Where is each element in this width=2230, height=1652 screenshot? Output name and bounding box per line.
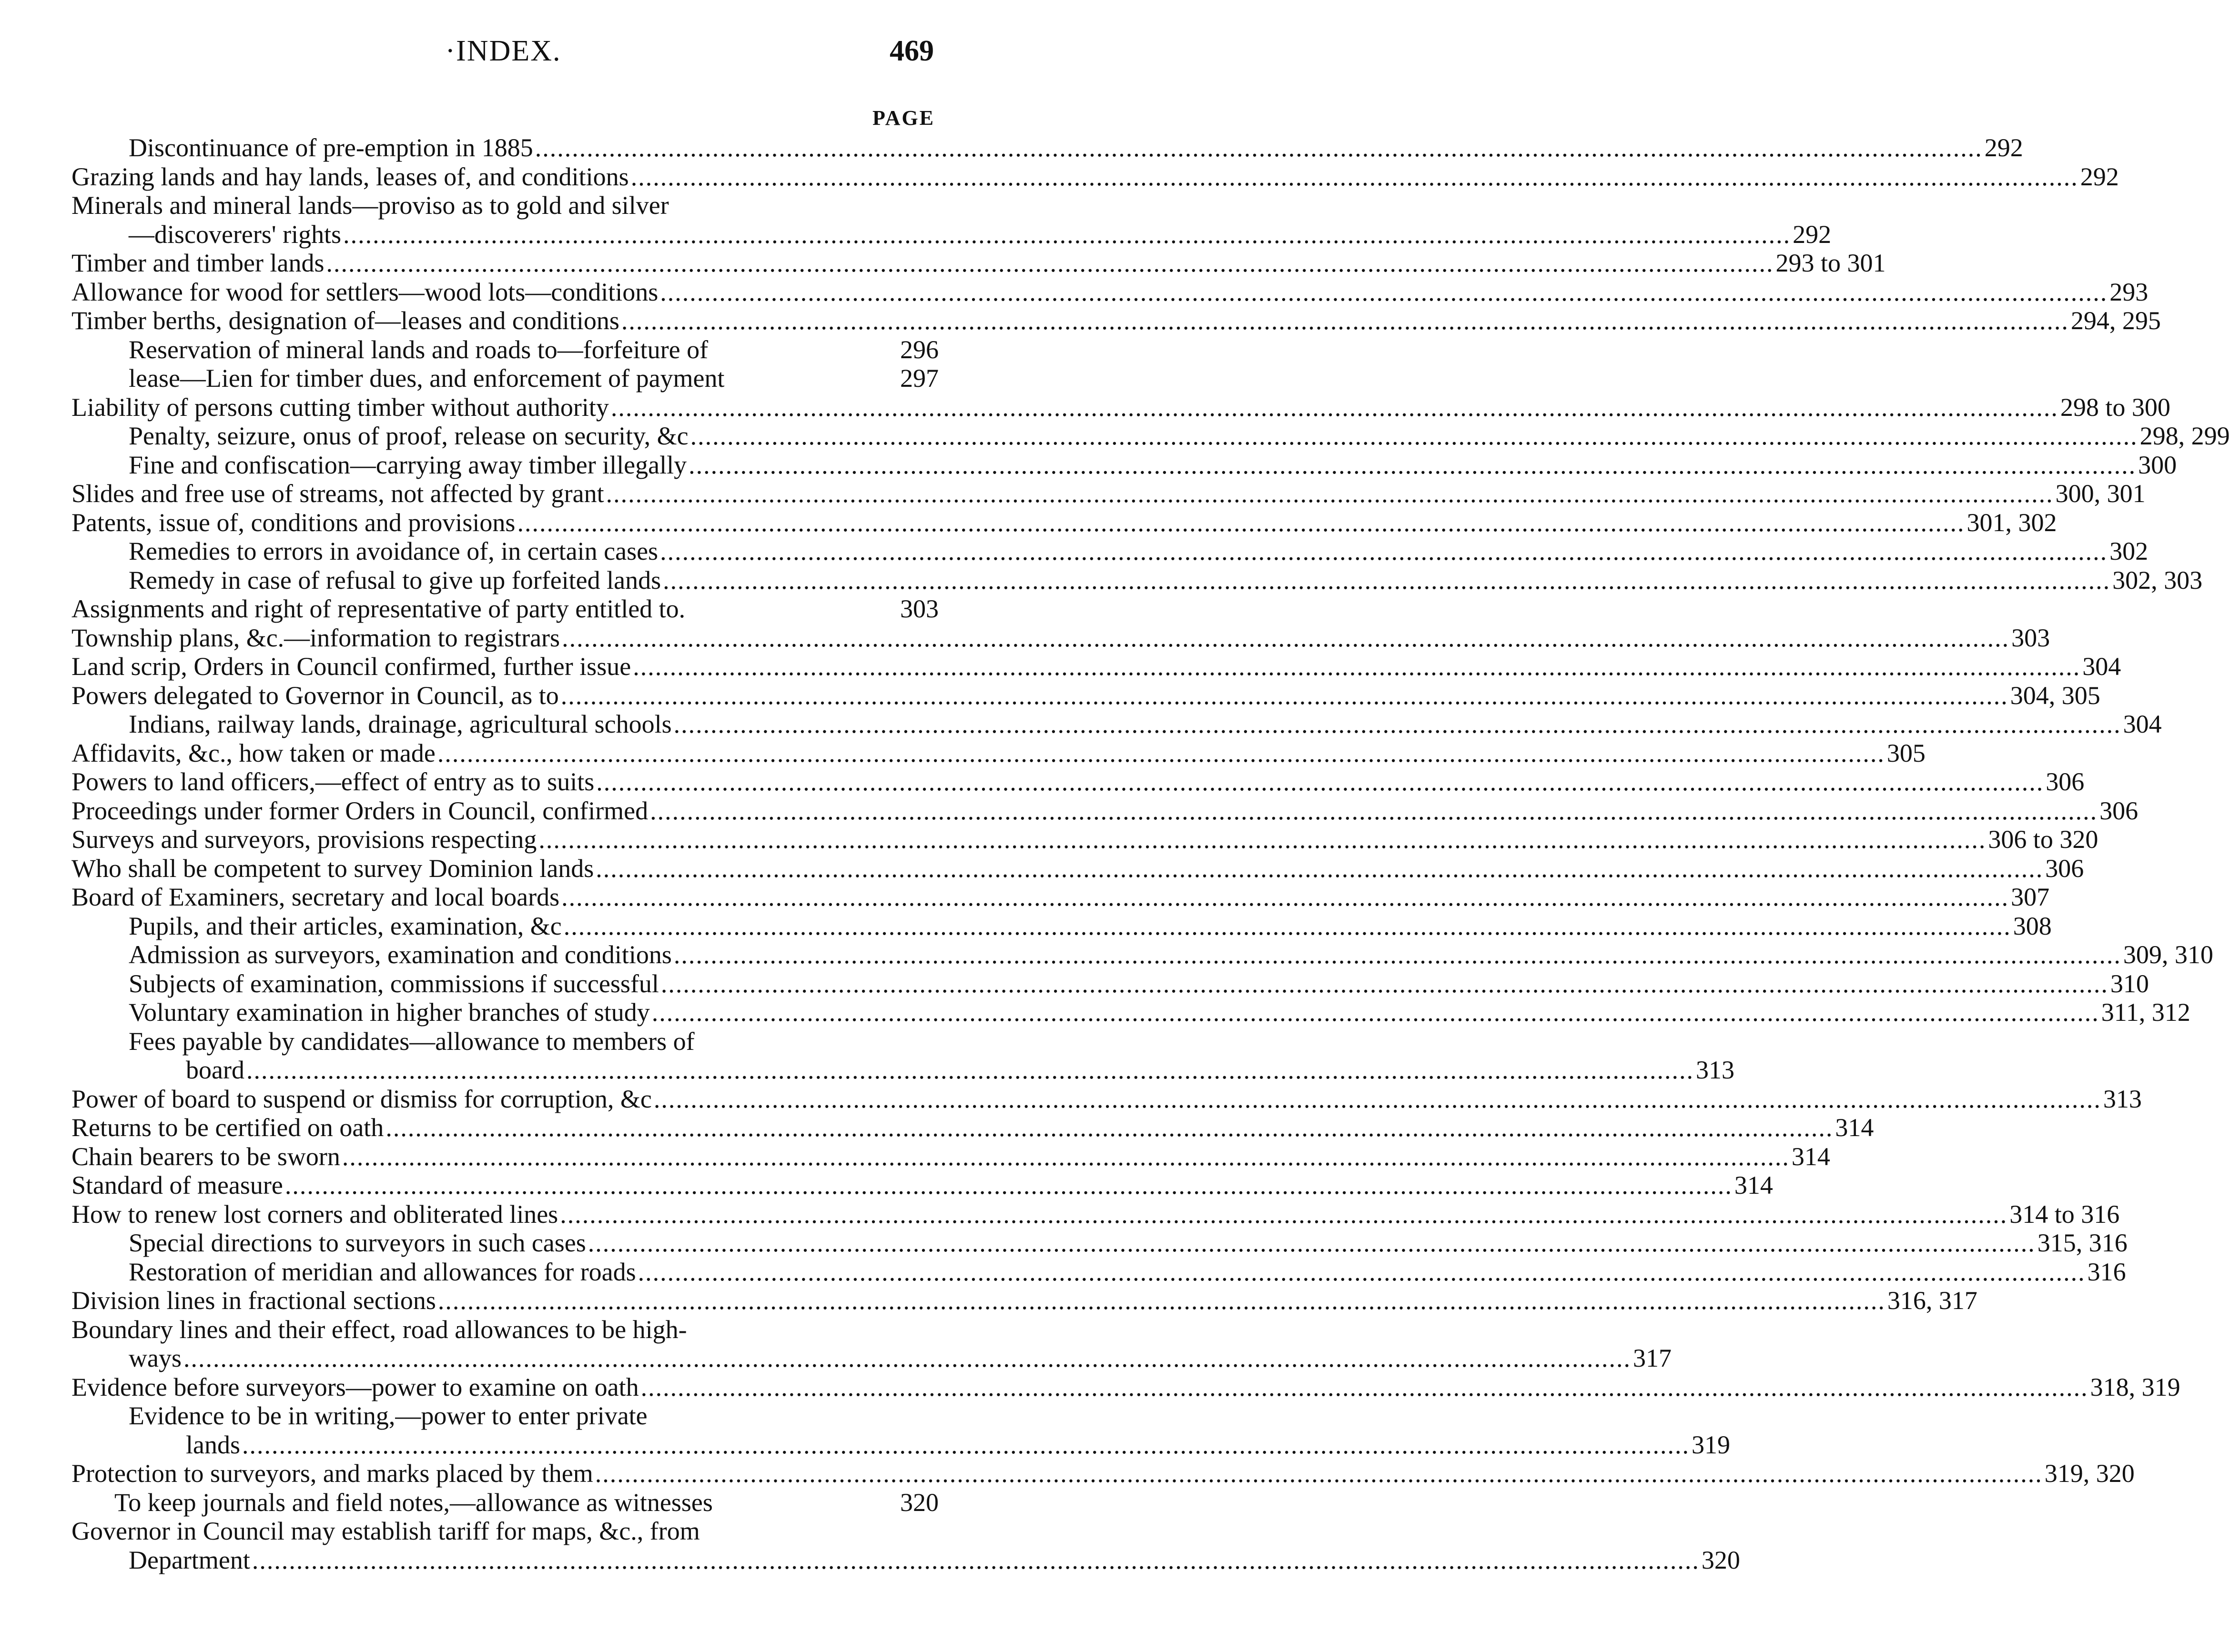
index-entry: [71, 220, 1832, 249]
index-entry-text: Returns to be certified on oath: [71, 1113, 384, 1142]
index-entry-text: Protection to surveyors, and marks placed by them: [71, 1459, 593, 1488]
index-entry-text: Fine and confiscation—carrying away timber illegally: [129, 450, 687, 479]
index-entry-pages: 314: [1734, 1171, 1773, 1199]
index-entry-pages: 320: [900, 1488, 939, 1517]
index-entry: [71, 364, 939, 393]
index-entry-text: Liability of persons cutting timber without authority: [71, 393, 609, 422]
index-entry-text: Admission as surveyors, examination and conditions: [129, 940, 672, 969]
index-entry: [71, 249, 1886, 278]
index-entry-text: Power of board to suspend or dismiss for corruption, &c: [71, 1084, 652, 1113]
index-entry: [71, 1084, 2142, 1114]
page-number: 469: [890, 35, 934, 67]
dot-leader: [595, 1459, 2043, 1488]
index-entry-text: Governor in Council may establish tariff for maps, &c., from: [71, 1517, 700, 1545]
index-entry: [71, 1257, 2126, 1287]
dot-leader: [660, 278, 2108, 307]
index-entry-text: Timber and timber lands: [71, 249, 324, 277]
index-entry-text: Voluntary examination in higher branches of study: [129, 998, 650, 1027]
dot-leader: [652, 998, 2099, 1027]
index-entry-pages: 304: [2082, 652, 2121, 681]
dot-leader: [326, 249, 1774, 278]
index-entry-pages: 306: [2099, 796, 2139, 825]
index-entry-pages: 313: [1695, 1056, 1734, 1084]
index-entry-pages: 293: [2109, 277, 2149, 306]
index-entry-pages: 313: [2103, 1084, 2142, 1113]
index-entry-text: ways: [129, 1344, 182, 1372]
index-entry-pages: 306: [2046, 767, 2085, 796]
index-entry: [71, 1142, 1830, 1171]
index-entries: [71, 133, 2230, 1574]
dot-leader: [285, 1171, 1733, 1200]
index-entry-pages: 298 to 300: [2060, 393, 2170, 422]
dot-leader: [650, 796, 2098, 826]
index-entry: [71, 1517, 939, 1546]
index-entry-text: Minerals and mineral lands—proviso as to gold and silver: [71, 191, 669, 220]
index-entry-pages: 303: [2011, 623, 2050, 652]
index-entry-pages: 311, 312: [2101, 998, 2190, 1027]
dot-leader: [689, 451, 2136, 480]
index-entry-text: Remedy in case of refusal to give up forfeited lands: [129, 565, 661, 594]
dot-leader: [631, 162, 2078, 191]
index-entry-text: —discoverers' rights: [129, 220, 342, 249]
index-entry-text: Evidence to be in writing,—power to enter private: [129, 1401, 648, 1430]
index-entry: [71, 1459, 2135, 1488]
index-entry-pages: 306 to 320: [1988, 825, 2098, 854]
index-entry: [71, 508, 2057, 537]
index-entry-text: Fees payable by candidates—allowance to members of: [129, 1027, 695, 1056]
index-entry-pages: 292: [1984, 133, 2023, 162]
index-entry: [71, 450, 2177, 480]
index-entry-pages: 307: [2011, 883, 2050, 911]
index-entry: [71, 1372, 2180, 1402]
index-entry: [71, 1344, 1672, 1373]
index-entry-pages: 301, 302: [1966, 508, 2057, 537]
index-entry: [71, 623, 2050, 653]
index-entry-text: Proceedings under former Orders in Council, confirmed: [71, 796, 649, 825]
index-entry-pages: 292: [1793, 220, 1832, 249]
index-entry-pages: 298, 299: [2139, 422, 2230, 450]
index-entry-text: Patents, issue of, conditions and provisions: [71, 508, 516, 537]
index-entry-pages: 314 to 316: [2009, 1199, 2120, 1229]
dot-leader: [517, 508, 1965, 537]
index-entry-text: Division lines in fractional sections: [71, 1286, 436, 1315]
index-entry-text: Evidence before surveyors—power to examine on oath: [71, 1372, 639, 1401]
index-entry-pages: 306: [2045, 854, 2084, 883]
dot-leader: [342, 1142, 1790, 1171]
index-entry: [71, 1229, 2128, 1258]
index-entry-pages: 319, 320: [2044, 1459, 2135, 1488]
index-entry-pages: 296: [900, 335, 939, 364]
dot-leader: [660, 537, 2108, 566]
index-entry-text: Pupils, and their articles, examination, &c: [129, 911, 562, 940]
index-entry-text: lands: [186, 1430, 240, 1459]
index-entry: [71, 911, 2052, 941]
index-entry-text: Special directions to surveyors in such cases: [129, 1229, 586, 1257]
index-entry-pages: 303: [900, 594, 939, 623]
index-entry-text: Indians, railway lands, drainage, agricultural schools: [129, 710, 672, 738]
dot-leader: [343, 220, 1791, 249]
page-header: [0, 34, 1006, 77]
index-entry: [71, 969, 2149, 998]
index-entry-pages: 318, 319: [2090, 1372, 2180, 1401]
index-entry-text: To keep journals and field notes,—allowance as witnesses: [114, 1488, 713, 1517]
index-entry: [71, 133, 2023, 162]
index-entry-text: Timber berths, designation of—leases and conditions: [71, 306, 619, 335]
dot-leader: [183, 1344, 1631, 1373]
dot-leader: [621, 306, 2069, 335]
index-entry-text: Who shall be competent to survey Dominion lands: [71, 854, 594, 883]
index-entry: [71, 1113, 1874, 1142]
index-entry: [71, 767, 2085, 796]
index-entry-pages: 317: [1632, 1344, 1672, 1372]
index-entry: [71, 652, 2121, 681]
dot-leader: [633, 652, 2080, 681]
index-entry-text: Slides and free use of streams, not affected by grant: [71, 479, 604, 508]
dot-leader: [638, 1258, 2086, 1287]
index-entry-pages: 293 to 301: [1775, 249, 1886, 277]
index-entry: [71, 854, 2084, 883]
index-entry: [71, 1027, 939, 1056]
dot-leader: [560, 1200, 2007, 1229]
index-entry-text: board: [186, 1056, 244, 1084]
index-entry-pages: 304, 305: [2010, 681, 2100, 710]
index-entry: [71, 306, 2161, 335]
index-entry: [71, 594, 939, 624]
index-entry: [71, 191, 939, 220]
index-entry-pages: 320: [1701, 1545, 1740, 1574]
dot-leader: [538, 825, 1986, 854]
index-entry-pages: 292: [2080, 162, 2119, 191]
dot-leader: [690, 422, 2138, 451]
dot-leader: [661, 969, 2108, 998]
index-entry-text: Subjects of examination, commissions if successful: [129, 969, 659, 998]
dot-leader: [562, 624, 2009, 653]
index-entry: [71, 738, 1926, 768]
index-entry-text: Land scrip, Orders in Council confirmed, further issue: [71, 652, 631, 681]
index-entry-text: lease—Lien for timber dues, and enforcement of payment: [129, 364, 725, 393]
index-entry-pages: 316, 317: [1887, 1286, 1977, 1315]
index-entry: [71, 1199, 2120, 1229]
index-entry-pages: 302: [2109, 537, 2149, 565]
dot-leader: [596, 854, 2043, 883]
dot-leader: [596, 767, 2044, 796]
index-entry-text: Chain bearers to be sworn: [71, 1142, 340, 1171]
index-entry: [71, 710, 2162, 739]
index-entry: [71, 998, 2190, 1027]
index-entry-pages: 309, 310: [2123, 940, 2213, 969]
dot-leader: [564, 912, 2011, 941]
dot-leader: [252, 1546, 1700, 1575]
index-entry: [71, 1056, 1734, 1085]
index-entry-text: Township plans, &c.—information to registrars: [71, 623, 560, 652]
dot-leader: [561, 883, 2009, 912]
dot-leader: [438, 1286, 1885, 1315]
index-entry-pages: 300, 301: [2055, 479, 2146, 508]
index-entry-pages: 297: [900, 364, 939, 393]
dot-leader: [674, 940, 2121, 969]
index-entry-text: Affidavits, &c., how taken or made: [71, 738, 436, 767]
index-entry: [71, 1430, 1730, 1460]
running-title: ·INDEX.: [445, 35, 561, 67]
dot-leader: [385, 1113, 1833, 1142]
index-entry-text: Powers to land officers,—effect of entry as to suits: [71, 767, 595, 796]
index-entry: [71, 335, 939, 364]
index-entry-pages: 304: [2123, 710, 2162, 738]
dot-leader: [611, 393, 2058, 422]
dot-leader: [561, 681, 2008, 710]
index-entry: [71, 1286, 1977, 1315]
index-entry: [71, 1488, 939, 1517]
index-entry-pages: 314: [1791, 1142, 1830, 1171]
dot-leader: [437, 739, 1885, 768]
index-entry-text: Assignments and right of representative of party entitled to.: [71, 594, 686, 623]
index-entry-pages: 302, 303: [2112, 565, 2203, 594]
index-entry-text: How to renew lost corners and obliterated lines: [71, 1199, 558, 1229]
index-entry: [71, 940, 2213, 969]
index-entry-text: Penalty, seizure, onus of proof, release on security, &c: [129, 422, 689, 450]
dot-leader: [535, 133, 1983, 162]
index-entry-text: Grazing lands and hay lands, leases of, and conditions: [71, 162, 629, 191]
index-entry-text: Reservation of mineral lands and roads to—forfeiture of: [129, 335, 709, 364]
index-entry: [71, 883, 2050, 912]
dot-leader: [654, 1085, 2101, 1114]
index-entry: [71, 1315, 939, 1344]
index-entry-pages: 310: [2110, 969, 2149, 998]
dot-leader: [606, 479, 2054, 508]
dot-leader: [674, 710, 2121, 739]
index-entry: [71, 681, 2100, 710]
index-entry: [71, 796, 2139, 826]
index-entry: [71, 1401, 939, 1430]
index-entry-text: Restoration of meridian and allowances for roads: [129, 1257, 636, 1286]
index-entry-pages: 300: [2138, 450, 2177, 479]
index-entry-pages: 305: [1886, 738, 1926, 767]
index-entry-text: Powers delegated to Governor in Council, as to: [71, 681, 559, 710]
index-entry: [71, 277, 2149, 307]
index-entry: [71, 537, 2149, 566]
dot-leader: [663, 566, 2110, 595]
index-entry-text: Standard of measure: [71, 1171, 283, 1199]
index-entry-pages: 316: [2087, 1257, 2126, 1286]
dot-leader: [588, 1229, 2036, 1258]
index-entry-text: Department: [129, 1545, 250, 1574]
index-entry: [71, 479, 2146, 508]
index-entry-pages: 314: [1835, 1113, 1874, 1142]
index-entry: [71, 422, 2230, 451]
page-column-label: PAGE: [872, 106, 935, 130]
index-entry-text: Surveys and surveyors, provisions respecting: [71, 825, 537, 854]
dot-leader: [641, 1373, 2088, 1402]
index-entry: [71, 825, 2098, 854]
index-entry-text: Remedies to errors in avoidance of, in certain cases: [129, 537, 659, 565]
index-entry-text: Allowance for wood for settlers—wood lots—conditions: [71, 277, 659, 306]
index-entry: [71, 162, 2119, 191]
index-entry: [71, 1171, 1773, 1200]
index-entry: [71, 393, 2170, 422]
dot-leader: [246, 1056, 1694, 1085]
dot-leader: [242, 1430, 1690, 1460]
index-entry-text: Discontinuance of pre-emption in 1885: [129, 133, 533, 162]
index-entry: [71, 565, 2203, 595]
index-entry-pages: 308: [2013, 911, 2052, 940]
index-entry-pages: 319: [1692, 1430, 1730, 1459]
index-entry: [71, 1545, 1740, 1575]
index-entry-pages: 315, 316: [2037, 1229, 2128, 1257]
index-entry-text: Boundary lines and their effect, road allowances to be high-: [71, 1315, 687, 1344]
index-entry-text: Board of Examiners, secretary and local boards: [71, 883, 560, 911]
index-entry-pages: 294, 295: [2070, 306, 2161, 335]
